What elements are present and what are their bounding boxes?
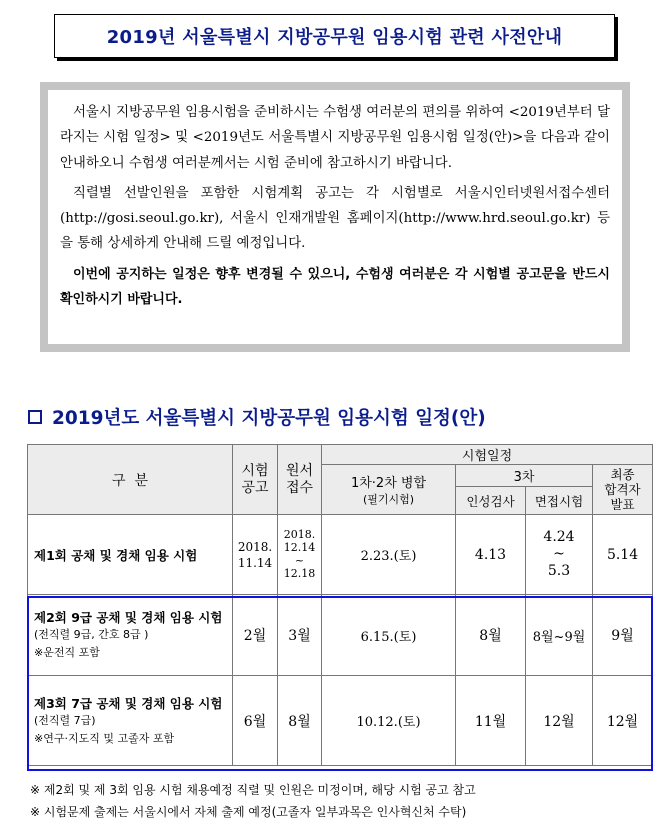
footnote-1: ※ 제2회 및 제 3회 임용 시험 채용예정 직렬 및 인원은 미정이며, 해당 시험 공고 참고: [30, 783, 476, 797]
footnote-2: ※ 시험문제 출제는 서울시에서 자체 출제 예정(고졸자 일부과목은 인사혁신처 수탁): [30, 805, 467, 819]
header-round3: 3차: [456, 465, 593, 487]
notice-paragraph-2: 직렬별 선발인원을 포함한 시험계획 공고는 각 시험별로 서울시인터넷원서접수센터(http://gosi.seoul.go.kr), 서울시 인재개발원 홈페이지(http://www.hrd.seoul.go.kr) 등을 통해 상세하게 안내해 드릴 예정입니다.: [60, 185, 610, 252]
header-category: 구 분: [28, 445, 233, 515]
row-2-name: 제2회 9급 공채 및 경채 임용 시험 (전직렬 9급, 간호 8급 ) ※운전직 포함: [28, 595, 233, 676]
page-title: 2019년 서울특별시 지방공무원 임용시험 관련 사전안내: [106, 27, 563, 48]
footnotes: [30, 779, 476, 823]
row-3-final: 12월: [593, 676, 653, 766]
row-1-interview: 4.24 ~ 5.3: [526, 515, 593, 595]
exam-schedule-table: [27, 444, 653, 766]
table-row-2: [28, 595, 653, 676]
section-title: 2019년도 서울특별시 지방공무원 임용시험 일정(안): [52, 408, 486, 429]
row-1-name: 제1회 공채 및 경채 임용 시험: [28, 515, 233, 595]
header-announcement: 시험 공고: [233, 445, 278, 515]
row-2-personality: 8월: [456, 595, 526, 676]
row-2-interview: 8월~9월: [526, 595, 593, 676]
notice-content: [48, 90, 622, 344]
page-title-box: [54, 14, 615, 58]
header-round12: 1차·2차 병합 (필기시험): [322, 465, 456, 515]
header-exam-schedule: 시험일정: [322, 445, 653, 465]
row-1-application: 2018. 12.14 ~ 12.18: [278, 515, 322, 595]
notice-paragraph-3: 이번에 공지하는 일정은 향후 변경될 수 있으니, 수험생 여러분은 각 시험별 공고문을 반드시 확인하시기 바랍니다.: [60, 266, 610, 308]
header-personality: 인성검사: [456, 487, 526, 515]
row-3-written: 10.12.(토): [322, 676, 456, 766]
row-2-final: 9월: [593, 595, 653, 676]
row-2-application: 3월: [278, 595, 322, 676]
row-3-application: 8월: [278, 676, 322, 766]
row-2-announcement: 2월: [233, 595, 278, 676]
section-heading: [28, 404, 486, 430]
square-bullet-icon: [28, 410, 42, 424]
row-1-written: 2.23.(토): [322, 515, 456, 595]
row-1-final: 5.14: [593, 515, 653, 595]
row-1-announcement: 2018. 11.14: [233, 515, 278, 595]
row-3-interview: 12월: [526, 676, 593, 766]
row-3-personality: 11월: [456, 676, 526, 766]
table-row-1: [28, 515, 653, 595]
row-1-personality: 4.13: [456, 515, 526, 595]
header-application: 원서 접수: [278, 445, 322, 515]
header-interview: 면접시험: [526, 487, 593, 515]
notice-box: [40, 82, 630, 352]
row-2-written: 6.15.(토): [322, 595, 456, 676]
row-3-announcement: 6월: [233, 676, 278, 766]
notice-paragraph-1: 서울시 지방공무원 임용시험을 준비하시는 수험생 여러분의 편의를 위하여 <2019년부터 달라지는 시험 일정> 및 <2019년도 서울특별시 지방공무원 임용시험 일정(안)>을 다음과 같이 안내하오니 수험생 여러분께서는 시험 준비에 참고하시기 바랍니다.: [60, 105, 610, 171]
row-3-name: 제3회 7급 공채 및 경채 임용 시험 (전직렬 7급) ※연구·지도직 및 고졸자 포함: [28, 676, 233, 766]
table-row-3: [28, 676, 653, 766]
header-final: 최종 합격자 발표: [593, 465, 653, 515]
